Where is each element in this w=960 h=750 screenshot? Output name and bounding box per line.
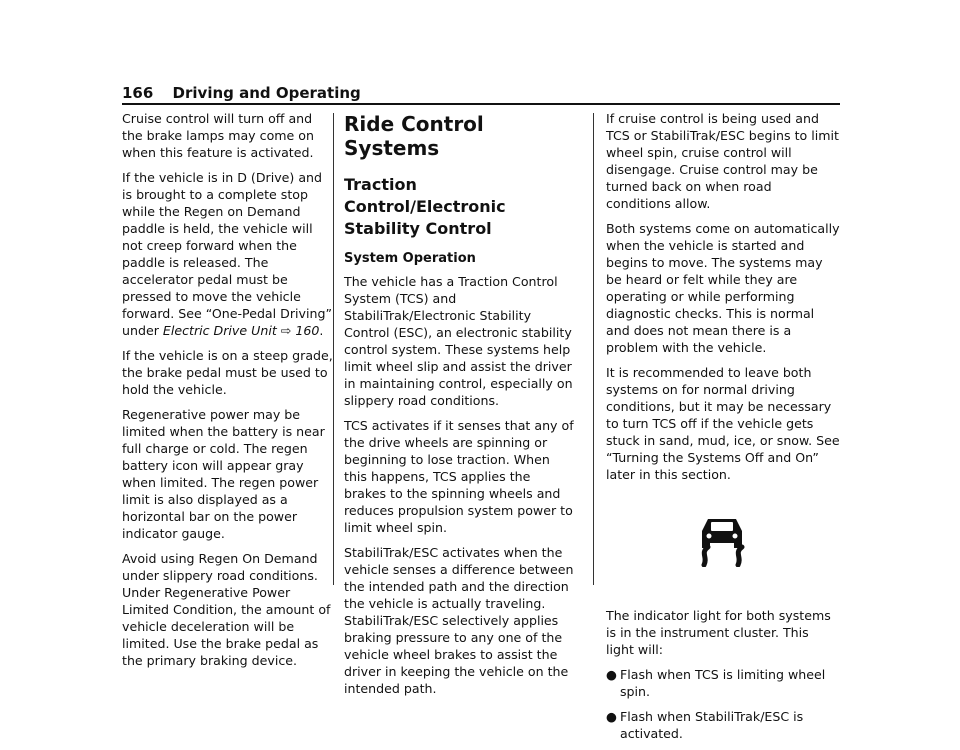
page-ref-arrow-icon: ⇨ (280, 323, 292, 338)
paragraph: Avoid using Regen On Demand under slippery road conditions. Under Regenerative Power Limited Condition, the amount of vehicle deceleration will be limited. Use the brake pedal as the primary braking device. (122, 551, 331, 668)
paragraph: If cruise control is being used and TCS or StabiliTrak/ESC begins to limit wheel spin, cruise control will disengage. Cruise control may be turned back on when road conditions allow. (606, 111, 839, 211)
paragraph: TCS activates if it senses that any of the drive wheels are spinning or beginning to lose traction. When this happens, TCS applies the brakes to the spinning wheels and reduces propulsion system power to limit wheel spin. (344, 418, 574, 535)
paragraph: If the vehicle is on a steep grade, the brake pedal must be used to hold the vehicle. (122, 348, 333, 397)
bullet-icon: ● (606, 667, 617, 682)
indicator-figure (606, 513, 840, 577)
paragraph: It is recommended to leave both systems on for normal driving conditions, but it may be necessary to turn TCS off if the vehicle gets stuck in sand, mud, ice, or snow. See “Turning the Systems Off and On” later in this section. (606, 365, 840, 482)
paragraph: The vehicle has a Traction Control System (TCS) and StabiliTrak/Electronic Stability Control (ESC), an electronic stability control system. These systems help limit wheel slip and assist the driver in maintaining control, especially on slippery road conditions. (344, 274, 573, 408)
bullet-icon: ● (606, 709, 617, 724)
page-header (122, 84, 840, 102)
list-item-text: Flash when StabiliTrak/ESC is activated. (620, 709, 804, 741)
cross-reference-link[interactable]: Electric Drive Unit (162, 323, 277, 338)
column-divider (333, 113, 334, 585)
column-1 (122, 110, 334, 677)
paragraph (122, 169, 334, 339)
list-item-text: Flash when TCS is limiting wheel spin. (620, 667, 826, 699)
paragraph: The indicator light for both systems is in the instrument cluster. This light will: (606, 608, 831, 657)
column-3 (606, 110, 840, 750)
column-divider (593, 113, 594, 585)
paragraph: Cruise control will turn off and the brake lamps may come on when this feature is activated. (122, 111, 314, 160)
traction-control-skid-icon (698, 513, 746, 567)
paragraph: StabiliTrak/ESC activates when the vehicle senses a difference between the intended path and the direction the vehicle is actually traveling. StabiliTrak/ESC selectively applies braking pressure to any one of the vehicle wheel brakes to assist the driver in keeping the vehicle on the intended path. (344, 545, 574, 696)
list-item (606, 666, 840, 700)
section-title: Driving and Operating (172, 84, 361, 102)
header-rule (122, 103, 840, 105)
paragraph: Both systems come on automatically when the vehicle is started and begins to move. The systems may be heard or felt while they are operating or while performing diagnostic checks. This is normal and does not mean there is a problem with the vehicle. (606, 221, 840, 355)
paragraph: Regenerative power may be limited when the battery is near full charge or cold. The regen battery icon will appear gray when limited. The regen power limit is also displayed as a horizontal bar on the power indicator gauge. (122, 407, 325, 541)
paragraph-end: . (319, 323, 324, 338)
list-item (606, 708, 840, 742)
subsection-heading: Traction Control/Electronic Stability Control (344, 175, 506, 238)
section-heading: Ride Control Systems (344, 112, 484, 160)
column-2 (344, 108, 574, 705)
page-number: 166 (122, 84, 154, 102)
paragraph-text: If the vehicle is in D (Drive) and is brought to a complete stop while the Regen on Demand paddle is held, the vehicle will not creep forward when the paddle is released. The accelerator pedal must be pressed to move the vehicle forward. See “One-Pedal Driving” under (122, 170, 332, 338)
subheading: System Operation (344, 251, 476, 266)
bullet-list (606, 666, 840, 742)
cross-reference-page[interactable]: 160 (295, 323, 320, 338)
